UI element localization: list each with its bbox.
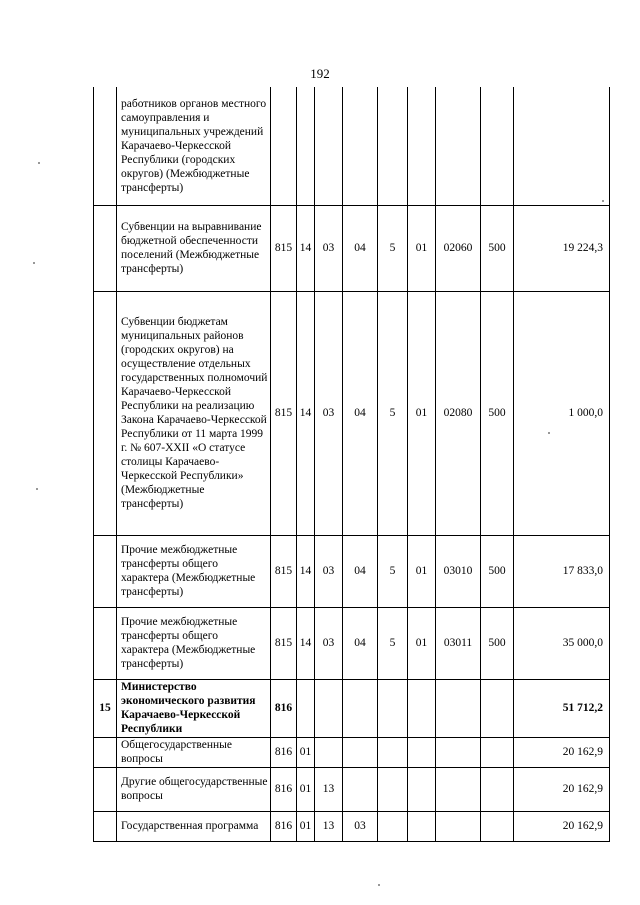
row-csr3: 01 <box>408 535 436 607</box>
row-name: Министерство экономического развития Карачаево-Черкесской Республики <box>117 679 271 737</box>
table-row <box>94 535 610 607</box>
row-csr4: 02080 <box>436 291 481 535</box>
row-amount: 19 224,3 <box>514 205 610 291</box>
row-pr <box>315 679 343 737</box>
row-csr4: 03010 <box>436 535 481 607</box>
page-number: 192 <box>310 66 330 81</box>
row-pr: 03 <box>315 535 343 607</box>
row-ved: 816 <box>271 767 297 811</box>
row-csr3: 01 <box>408 607 436 679</box>
row-csr4 <box>436 767 481 811</box>
row-vr <box>481 811 514 841</box>
row-rz: 14 <box>297 535 315 607</box>
row-csr1: 04 <box>343 607 378 679</box>
row-csr1 <box>343 737 378 767</box>
row-csr4 <box>436 679 481 737</box>
row-amount: 51 712,2 <box>514 679 610 737</box>
row-name: Государственная программа <box>117 811 271 841</box>
row-csr1 <box>343 87 378 205</box>
row-csr4 <box>436 737 481 767</box>
table-row <box>94 87 610 205</box>
row-ved: 816 <box>271 679 297 737</box>
row-amount: 1 000,0 <box>514 291 610 535</box>
row-vr <box>481 767 514 811</box>
row-csr1 <box>343 679 378 737</box>
row-name: Общегосударственные вопросы <box>117 737 271 767</box>
row-vr: 500 <box>481 205 514 291</box>
row-vr: 500 <box>481 291 514 535</box>
row-rz <box>297 87 315 205</box>
row-csr2: 5 <box>378 535 408 607</box>
row-amount: 20 162,9 <box>514 767 610 811</box>
row-name: Другие общегосударственные вопросы <box>117 767 271 811</box>
table-row <box>94 767 610 811</box>
row-amount: 35 000,0 <box>514 607 610 679</box>
row-csr2 <box>378 811 408 841</box>
row-rz <box>297 679 315 737</box>
row-pr: 13 <box>315 811 343 841</box>
row-amount: 20 162,9 <box>514 737 610 767</box>
row-name: Прочие межбюджетные трансферты общего характера (Межбюджетные трансферты) <box>117 607 271 679</box>
row-vr: 500 <box>481 535 514 607</box>
budget-table <box>93 87 610 842</box>
row-number <box>94 205 117 291</box>
row-csr3: 01 <box>408 291 436 535</box>
row-csr2 <box>378 737 408 767</box>
row-csr4 <box>436 811 481 841</box>
row-rz: 01 <box>297 811 315 841</box>
row-ved <box>271 87 297 205</box>
row-number <box>94 535 117 607</box>
row-ved: 815 <box>271 205 297 291</box>
table-row <box>94 205 610 291</box>
row-csr1 <box>343 767 378 811</box>
scan-speck <box>548 432 550 434</box>
row-csr4: 02060 <box>436 205 481 291</box>
row-ved: 815 <box>271 535 297 607</box>
row-ved: 816 <box>271 811 297 841</box>
row-pr: 03 <box>315 291 343 535</box>
table-row <box>94 811 610 841</box>
row-csr2 <box>378 679 408 737</box>
row-csr4: 03011 <box>436 607 481 679</box>
row-csr2 <box>378 767 408 811</box>
row-rz: 14 <box>297 607 315 679</box>
row-csr3: 01 <box>408 205 436 291</box>
row-csr3 <box>408 767 436 811</box>
row-pr: 13 <box>315 767 343 811</box>
row-rz: 01 <box>297 767 315 811</box>
row-csr1: 04 <box>343 535 378 607</box>
row-name: работников органов местного самоуправления и муниципальных учреждений Карачаево-Черкесской Республики (городских округов) (Межбюджетные трансферты) <box>117 87 271 205</box>
row-csr3 <box>408 811 436 841</box>
row-amount: 20 162,9 <box>514 811 610 841</box>
row-vr: 500 <box>481 607 514 679</box>
row-number <box>94 607 117 679</box>
row-rz: 14 <box>297 291 315 535</box>
row-pr: 03 <box>315 607 343 679</box>
row-name: Субвенции бюджетам муниципальных районов (городских округов) на осуществление отдельных государственных полномочий Карачаево-Черкесской Республики на реализацию Закона Карачаево-Черкесской Республики от 11 марта 1999 г. № 607-XXII «О статусе столицы Карачаево-Черкесской Республики» (Межбюджетные трансферты) <box>117 291 271 535</box>
row-number <box>94 737 117 767</box>
row-pr <box>315 737 343 767</box>
scan-speck <box>38 162 40 164</box>
row-number <box>94 811 117 841</box>
scan-speck <box>602 200 604 202</box>
scan-speck <box>36 488 38 490</box>
row-pr: 03 <box>315 205 343 291</box>
row-name: Субвенции на выравнивание бюджетной обеспеченности поселений (Межбюджетные трансферты) <box>117 205 271 291</box>
scan-speck <box>33 262 35 264</box>
ministry-row <box>94 679 610 737</box>
row-rz: 14 <box>297 205 315 291</box>
row-pr <box>315 87 343 205</box>
row-csr2 <box>378 87 408 205</box>
row-csr2: 5 <box>378 291 408 535</box>
row-csr3 <box>408 679 436 737</box>
row-ved: 816 <box>271 737 297 767</box>
row-ved: 815 <box>271 607 297 679</box>
row-csr2: 5 <box>378 205 408 291</box>
scan-speck <box>378 884 380 886</box>
row-vr <box>481 737 514 767</box>
row-amount: 17 833,0 <box>514 535 610 607</box>
table-row <box>94 737 610 767</box>
row-csr3 <box>408 737 436 767</box>
row-number <box>94 87 117 205</box>
row-number <box>94 291 117 535</box>
row-csr1: 04 <box>343 291 378 535</box>
row-vr <box>481 87 514 205</box>
table-row <box>94 291 610 535</box>
row-name: Прочие межбюджетные трансферты общего характера (Межбюджетные трансферты) <box>117 535 271 607</box>
row-number <box>94 767 117 811</box>
row-csr3 <box>408 87 436 205</box>
row-csr2: 5 <box>378 607 408 679</box>
table-row <box>94 607 610 679</box>
row-number: 15 <box>94 679 117 737</box>
row-csr1: 03 <box>343 811 378 841</box>
row-amount <box>514 87 610 205</box>
row-csr4 <box>436 87 481 205</box>
row-vr <box>481 679 514 737</box>
row-ved: 815 <box>271 291 297 535</box>
row-rz: 01 <box>297 737 315 767</box>
row-csr1: 04 <box>343 205 378 291</box>
